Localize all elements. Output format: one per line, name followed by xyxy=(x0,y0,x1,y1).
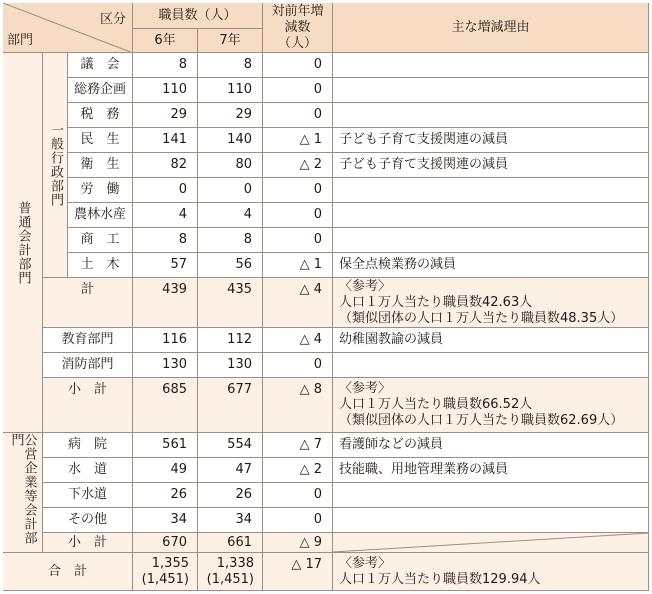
cell-change-text: △ 2 xyxy=(299,157,322,172)
header-change-text: 対前年増減数（人） xyxy=(271,3,324,51)
cell-y7-text: 80 xyxy=(235,157,252,172)
row-label-text: 合 計 xyxy=(47,563,87,579)
reason-line: 〈参考〉 xyxy=(339,555,392,571)
reason-line: 人口１万人当たり職員数42.63人 xyxy=(339,294,533,310)
cell-change xyxy=(263,508,333,533)
row-label-text: 民 生 xyxy=(80,132,120,147)
cell-y7 xyxy=(198,278,263,328)
cell-y6-text: 34 xyxy=(170,512,187,527)
row-label-text: 議 会 xyxy=(80,57,120,72)
cell-y6-text: 49 xyxy=(170,462,187,477)
cell-y7 xyxy=(198,533,263,553)
cell-y6-text: 141 xyxy=(162,132,187,147)
cell-y7 xyxy=(198,508,263,533)
cell-change-text: △ 4 xyxy=(299,282,322,297)
row-label xyxy=(68,128,133,153)
cell-y7 xyxy=(198,483,263,508)
diagonal-line xyxy=(333,533,649,553)
cell-reason xyxy=(333,378,649,433)
cell-change xyxy=(263,253,333,278)
cell-y6 xyxy=(133,483,198,508)
cell-change xyxy=(263,278,333,328)
row-label-text: 教育部門 xyxy=(61,332,114,347)
cell-reason xyxy=(333,78,649,103)
cell-y6-text: 8 xyxy=(178,232,187,247)
reason-line: 人口１万人当たり職員数129.94人 xyxy=(339,571,541,587)
cell-change-text: △ 9 xyxy=(299,534,322,550)
cell-y7-text: 29 xyxy=(235,107,252,122)
reason-line: （類似団体の人口１万人当たり職員数48.35人） xyxy=(339,310,624,326)
cell-reason xyxy=(333,253,649,278)
row-label-text: 消防部門 xyxy=(61,357,114,372)
cell-change-text: 0 xyxy=(313,82,322,97)
cell-change xyxy=(263,53,333,78)
cell-y7-text: 8 xyxy=(243,57,252,72)
cell-y6-text: 1,355 xyxy=(151,555,189,571)
cell-y7 xyxy=(198,458,263,483)
cell-y6-text: 0 xyxy=(178,182,187,197)
cell-y6 xyxy=(133,253,198,278)
group-general-account-label: 普通会計部門 xyxy=(15,200,31,285)
cell-y6-text: 116 xyxy=(162,332,187,347)
row-label xyxy=(43,483,133,508)
staff-table xyxy=(3,3,649,591)
cell-y7 xyxy=(198,178,263,203)
cell-change xyxy=(263,203,333,228)
cell-y7 xyxy=(198,253,263,278)
cell-reason xyxy=(333,178,649,203)
cell-y7-text: 112 xyxy=(227,332,252,347)
cell-change xyxy=(263,178,333,203)
reason-line: 〈参考〉 xyxy=(339,278,392,294)
cell-y6-text: 439 xyxy=(162,282,187,297)
cell-reason-text: 看護師などの減員 xyxy=(339,437,444,452)
cell-y6 xyxy=(133,278,198,328)
cell-y7-text: 47 xyxy=(235,462,252,477)
cell-change-text: △ 1 xyxy=(299,132,322,147)
row-label xyxy=(68,253,133,278)
header-bumon: 部門 xyxy=(7,33,34,48)
header-year6-text: 6年 xyxy=(154,32,176,48)
cell-y7 xyxy=(198,153,263,178)
cell-y6-text: 57 xyxy=(170,257,187,272)
cell-y7-text: 130 xyxy=(227,357,252,372)
cell-y6 xyxy=(133,228,198,253)
cell-y7-text: 110 xyxy=(227,82,252,97)
cell-y6-text: 26 xyxy=(170,487,187,502)
cell-y6-text: 8 xyxy=(178,57,187,72)
cell-change xyxy=(263,78,333,103)
cell-change xyxy=(263,533,333,553)
cell-change-text: △ 1 xyxy=(299,257,322,272)
header-year7 xyxy=(198,29,263,53)
row-label-text: 労 働 xyxy=(80,182,120,197)
cell-y6 xyxy=(133,178,198,203)
row-label xyxy=(68,78,133,103)
cell-y6-text: 561 xyxy=(162,437,187,452)
cell-y6 xyxy=(133,53,198,78)
group-public-enterprise xyxy=(3,433,43,553)
cell-y7-text: 34 xyxy=(235,512,252,527)
header-staff-count xyxy=(133,3,263,29)
row-subtotal-label xyxy=(43,533,133,553)
cell-change-text: △ 7 xyxy=(299,437,322,452)
cell-y6 xyxy=(133,328,198,353)
cell-reason xyxy=(333,483,649,508)
row-subtotal-label xyxy=(43,378,133,433)
cell-reason xyxy=(333,353,649,378)
group-general-account xyxy=(3,53,43,433)
cell-y6 xyxy=(133,533,198,553)
cell-y7-text: 8 xyxy=(243,232,252,247)
row-label xyxy=(43,508,133,533)
row-label xyxy=(68,178,133,203)
cell-change xyxy=(263,553,333,591)
cell-y7 xyxy=(198,53,263,78)
cell-y7 xyxy=(198,328,263,353)
header-reason xyxy=(333,3,649,53)
header-corner-cell xyxy=(3,3,133,53)
row-label xyxy=(43,328,133,353)
cell-y6 xyxy=(133,128,198,153)
cell-change xyxy=(263,328,333,353)
cell-y7 xyxy=(198,203,263,228)
cell-y6 xyxy=(133,353,198,378)
cell-reason xyxy=(333,53,649,78)
header-change xyxy=(263,3,333,53)
row-label xyxy=(43,458,133,483)
header-year6 xyxy=(133,29,198,53)
cell-change-text: 0 xyxy=(313,57,322,72)
cell-change xyxy=(263,378,333,433)
cell-change-text: △ 8 xyxy=(299,382,322,397)
row-label xyxy=(43,433,133,458)
cell-change xyxy=(263,153,333,178)
cell-reason-empty xyxy=(333,533,649,553)
header-staff-count-text: 職員数（人） xyxy=(158,7,237,23)
cell-change xyxy=(263,458,333,483)
cell-y6-text: 130 xyxy=(162,357,187,372)
cell-y6-paren: (1,451) xyxy=(141,571,189,587)
row-label xyxy=(68,103,133,128)
cell-change-text: 0 xyxy=(313,107,322,122)
row-label-text: 税 務 xyxy=(80,107,120,122)
cell-reason xyxy=(333,278,649,328)
cell-y7-text: 661 xyxy=(227,534,252,550)
cell-y7-paren: (1,451) xyxy=(206,571,254,587)
row-total-label xyxy=(3,553,133,591)
cell-y6-text: 685 xyxy=(162,382,187,397)
row-label xyxy=(68,153,133,178)
group-general-admin-label: 一般行政部門 xyxy=(48,123,63,207)
header-reason-text: 主な増減理由 xyxy=(451,19,530,35)
cell-reason xyxy=(333,458,649,483)
header-kubun: 区分 xyxy=(99,12,126,27)
cell-y7 xyxy=(198,78,263,103)
cell-reason xyxy=(333,203,649,228)
row-label-text: 総務企画 xyxy=(73,82,126,97)
cell-y6 xyxy=(133,203,198,228)
cell-reason xyxy=(333,328,649,353)
cell-y7-text: 1,338 xyxy=(216,555,254,571)
cell-y7-text: 677 xyxy=(227,382,252,397)
cell-y7 xyxy=(198,378,263,433)
row-label-text: 水 道 xyxy=(67,462,107,477)
row-label xyxy=(68,203,133,228)
cell-y7 xyxy=(198,128,263,153)
cell-y7 xyxy=(198,353,263,378)
row-label-text: 小 計 xyxy=(67,382,107,397)
cell-y6-text: 82 xyxy=(170,157,187,172)
cell-y7 xyxy=(198,228,263,253)
cell-y6 xyxy=(133,378,198,433)
cell-change xyxy=(263,483,333,508)
cell-y6 xyxy=(133,508,198,533)
cell-y7-text: 0 xyxy=(243,182,252,197)
row-label-text: 小 計 xyxy=(67,534,107,550)
row-label-text: 農林水産 xyxy=(73,207,126,222)
reason-line: 人口１万人当たり職員数66.52人 xyxy=(339,397,533,412)
cell-change xyxy=(263,128,333,153)
cell-reason xyxy=(333,153,649,178)
group-general-admin xyxy=(43,53,68,278)
cell-y7-text: 26 xyxy=(235,487,252,502)
group-public-enterprise-label: 公営企業等会計部門 xyxy=(8,433,37,545)
cell-change-text: 0 xyxy=(313,487,322,502)
cell-reason-text: 子ども子育て支援関連の減員 xyxy=(339,157,509,172)
cell-y6 xyxy=(133,433,198,458)
row-label-text: 下水道 xyxy=(67,487,107,502)
cell-reason-text: 技能職、用地管理業務の減員 xyxy=(339,462,509,477)
reason-line: （類似団体の人口１万人当たり職員数62.69人） xyxy=(339,413,624,428)
cell-y6 xyxy=(133,553,198,591)
row-label-text: その他 xyxy=(67,512,107,527)
cell-change-text: 0 xyxy=(313,357,322,372)
cell-y7-text: 435 xyxy=(227,282,252,297)
row-label xyxy=(68,228,133,253)
cell-reason-text: 保全点検業務の減員 xyxy=(339,257,457,272)
cell-change-text: 0 xyxy=(313,512,322,527)
cell-change-text: △ 17 xyxy=(291,557,322,572)
row-label xyxy=(43,353,133,378)
row-label-text: 土 木 xyxy=(80,257,120,272)
cell-reason xyxy=(333,128,649,153)
cell-change-text: △ 2 xyxy=(299,462,322,477)
cell-y6 xyxy=(133,153,198,178)
cell-y7-text: 4 xyxy=(243,207,252,222)
cell-y7 xyxy=(198,433,263,458)
cell-y6-text: 29 xyxy=(170,107,187,122)
cell-change xyxy=(263,433,333,458)
row-subtotal-label xyxy=(43,278,133,328)
cell-reason xyxy=(333,553,649,591)
cell-y7 xyxy=(198,103,263,128)
cell-y7-text: 140 xyxy=(227,132,252,147)
reason-line: 〈参考〉 xyxy=(339,381,392,396)
cell-reason xyxy=(333,228,649,253)
row-label-text: 衛 生 xyxy=(80,157,120,172)
cell-y6-text: 110 xyxy=(162,82,187,97)
cell-reason xyxy=(333,103,649,128)
cell-change-text: 0 xyxy=(313,182,322,197)
cell-y7-text: 554 xyxy=(227,437,252,452)
cell-y6-text: 4 xyxy=(178,207,187,222)
cell-change-text: 0 xyxy=(313,207,322,222)
cell-y7-text: 56 xyxy=(235,257,252,272)
cell-y6 xyxy=(133,458,198,483)
cell-change-text: △ 4 xyxy=(299,332,322,347)
row-label xyxy=(68,53,133,78)
cell-change xyxy=(263,228,333,253)
cell-change xyxy=(263,353,333,378)
cell-reason-text: 子ども子育て支援関連の減員 xyxy=(339,132,509,147)
row-label-text: 病 院 xyxy=(67,437,107,452)
cell-reason-text: 幼稚園教諭の減員 xyxy=(339,332,444,347)
cell-reason xyxy=(333,508,649,533)
cell-change xyxy=(263,103,333,128)
cell-reason xyxy=(333,433,649,458)
row-label-text: 商 工 xyxy=(80,232,120,247)
row-label-text: 計 xyxy=(80,282,94,297)
cell-change-text: 0 xyxy=(313,232,322,247)
cell-y7 xyxy=(198,553,263,591)
cell-y6 xyxy=(133,78,198,103)
cell-y6 xyxy=(133,103,198,128)
cell-y6-text: 670 xyxy=(162,534,187,550)
header-year7-text: 7年 xyxy=(219,32,241,48)
